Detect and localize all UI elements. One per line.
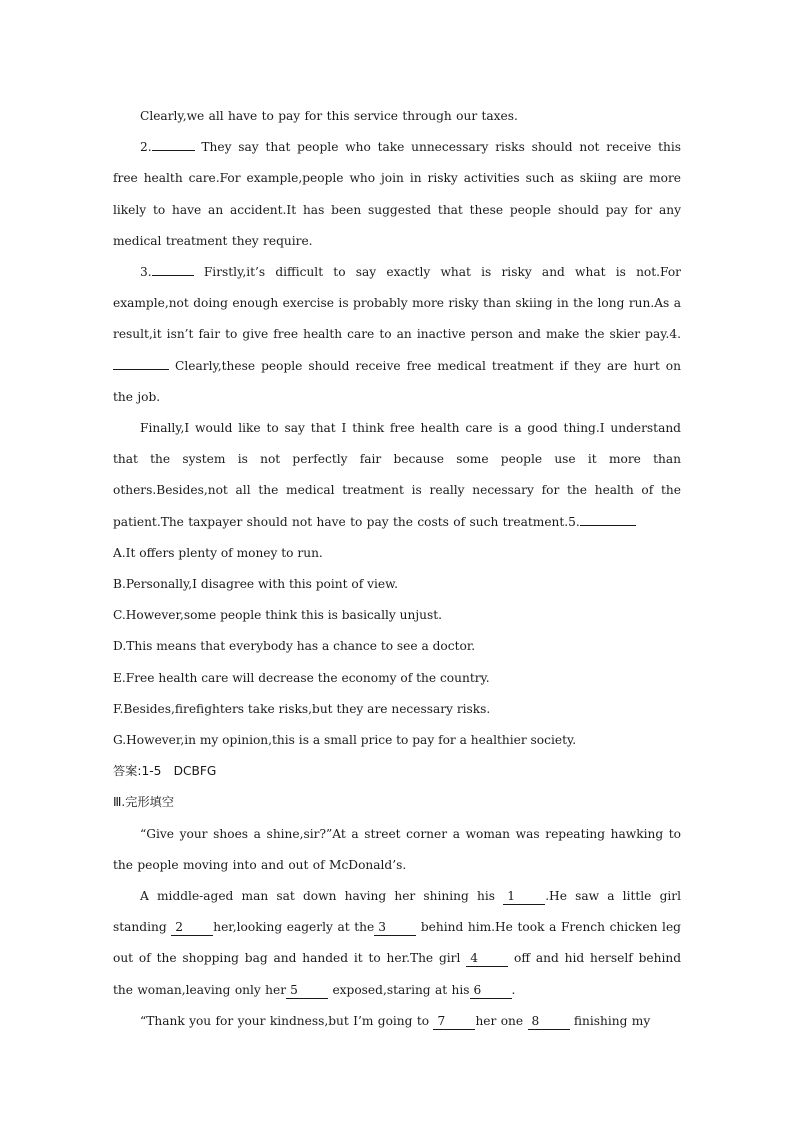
cloze-paragraph-2: A middle-aged man sat down having her shining his 1 .He saw a little girl standing 2 her,looking eagerly at the 3 behind him.He took a French chicken leg out of the shopping bag and handed it to her.The girl 4 off and hid herself behind the woman,leaving only her 5 exposed,staring at his 6 . xyxy=(113,889,681,997)
section-title: Ⅲ.完形填空 xyxy=(113,795,175,810)
cloze-blank-4[interactable]: 4 xyxy=(466,952,508,967)
question-4-blank[interactable] xyxy=(113,355,169,370)
question-3-paragraph: 3. Firstly,it’s difficult to say exactly what is risky and what is not.For example,not doing enough exercise is probably more risky than skiing in the long run.As a result,it isn’t fair to give free health care to an inactive person and make the skier pay.4. Clearly,these people should receive free medical treatment if they are hurt on the job. xyxy=(113,257,681,413)
question-5-number: 5. xyxy=(568,514,580,529)
cloze-blank-1[interactable]: 1 xyxy=(503,890,545,905)
document-content xyxy=(113,101,681,1037)
question-2-number: 2. xyxy=(140,140,152,155)
cloze-blank-5[interactable]: 5 xyxy=(286,984,328,999)
option-a: A.It offers plenty of money to run. xyxy=(113,545,323,560)
question-3-blank[interactable] xyxy=(152,261,194,276)
options-list xyxy=(113,538,681,756)
option-e: E.Free health care will decrease the economy of the country. xyxy=(113,670,490,685)
option-g: G.However,in my opinion,this is a small price to pay for a healthier society. xyxy=(113,733,577,748)
option-f: F.Besides,firefighters take risks,but they are necessary risks. xyxy=(113,701,491,716)
question-4-number: 4. xyxy=(669,327,681,342)
question-3-number: 3. xyxy=(140,265,152,280)
final-paragraph: Finally,I would like to say that I think free health care is a good thing.I understand that the system is not perfectly fair because some people use it more than others.Besides,not all the medical treatment is really necessary for the health of the patient.The taxpayer should not have to pay the costs of such treatment.5. xyxy=(113,421,681,529)
question-5-blank[interactable] xyxy=(580,511,636,526)
option-b: B.Personally,I disagree with this point of view. xyxy=(113,577,398,592)
cloze-paragraph-1: “Give your shoes a shine,sir?”At a street corner a woman was repeating hawking to the people moving into and out of McDonald’s. xyxy=(113,826,681,872)
cloze-blank-3[interactable]: 3 xyxy=(374,921,416,936)
option-d: D.This means that everybody has a chance to see a doctor. xyxy=(113,639,476,654)
question-2-paragraph: 2. They say that people who take unnecessary risks should not receive this free health care.For example,people who join in risky activities such as skiing are more likely to have an accident.It has been suggested that these people should pay for any medical treatment they require. xyxy=(113,132,681,257)
cloze-blank-2[interactable]: 2 xyxy=(171,921,213,936)
cloze-blank-6[interactable]: 6 xyxy=(470,984,512,999)
answer-key: 答案:1-5 DCBFG xyxy=(113,764,217,779)
cloze-blank-8[interactable]: 8 xyxy=(528,1015,570,1030)
paragraph-1-end: Clearly,we all have to pay for this service through our taxes. xyxy=(140,109,518,123)
cloze-paragraph-3: “Thank you for your kindness,but I’m going to 7 her one 8 finishing my xyxy=(140,1013,651,1028)
question-2-blank[interactable] xyxy=(152,136,195,151)
option-c: C.However,some people think this is basically unjust. xyxy=(113,608,442,623)
cloze-blank-7[interactable]: 7 xyxy=(433,1015,475,1030)
